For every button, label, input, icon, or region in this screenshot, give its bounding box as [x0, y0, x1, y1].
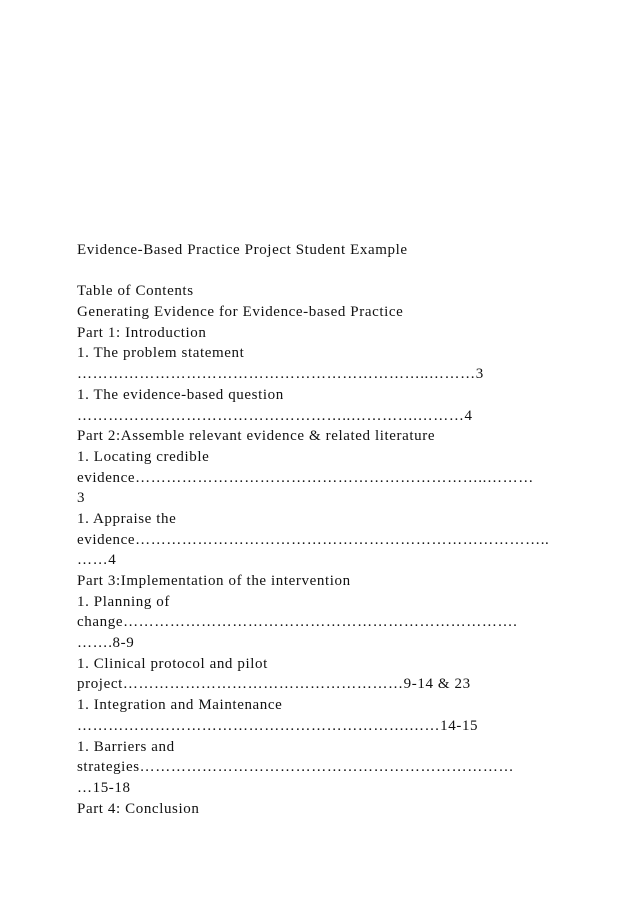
toc-line: 1. Clinical protocol and pilot: [77, 655, 268, 672]
toc-line: …15-18: [77, 779, 131, 796]
toc-line: Part 4: Conclusion: [77, 800, 200, 817]
toc-line: Part 3:Implementation of the intervention: [77, 573, 351, 589]
toc-line: 1. Appraise the: [77, 510, 177, 527]
toc-line: evidence…………………………………………………………..………: [77, 469, 534, 486]
toc-line: Part 2:Assemble relevant evidence & related literature: [77, 428, 436, 445]
toc-line: ……………………………………………………….……14-15: [77, 717, 479, 734]
toc-line: …….8-9: [77, 635, 135, 652]
toc-line: 1. Locating credible: [77, 448, 210, 465]
toc-line: Part 1: Introduction: [77, 324, 207, 341]
toc-line: …………………………………………………………..………3: [77, 366, 484, 383]
toc-line: 1. The evidence-based question: [77, 386, 284, 403]
blank-line: [77, 261, 577, 282]
toc-line: 1. Integration and Maintenance: [77, 697, 283, 714]
toc-line: project………………………………………………9-14 & 23: [77, 676, 471, 693]
toc-line: 3: [77, 490, 86, 507]
toc-line: ……4: [77, 552, 117, 569]
toc-line: 1. Barriers and: [77, 738, 175, 755]
toc-line: Generating Evidence for Evidence-based Practice: [77, 304, 404, 321]
toc-line: ……………………………………………..………….………4: [77, 407, 473, 424]
toc-line: change………………………………………………………………….: [77, 614, 518, 631]
document-body: [77, 240, 577, 819]
toc-heading: Table of Contents: [77, 283, 194, 300]
toc-line: 1. The problem statement: [77, 345, 245, 362]
document-title: Evidence-Based Practice Project Student Example: [77, 242, 408, 258]
toc-line: 1. Planning of: [77, 593, 170, 610]
toc-line: evidence……………………………………………………………………..: [77, 531, 550, 548]
toc-line: strategies………………………………………………………………: [77, 759, 515, 776]
